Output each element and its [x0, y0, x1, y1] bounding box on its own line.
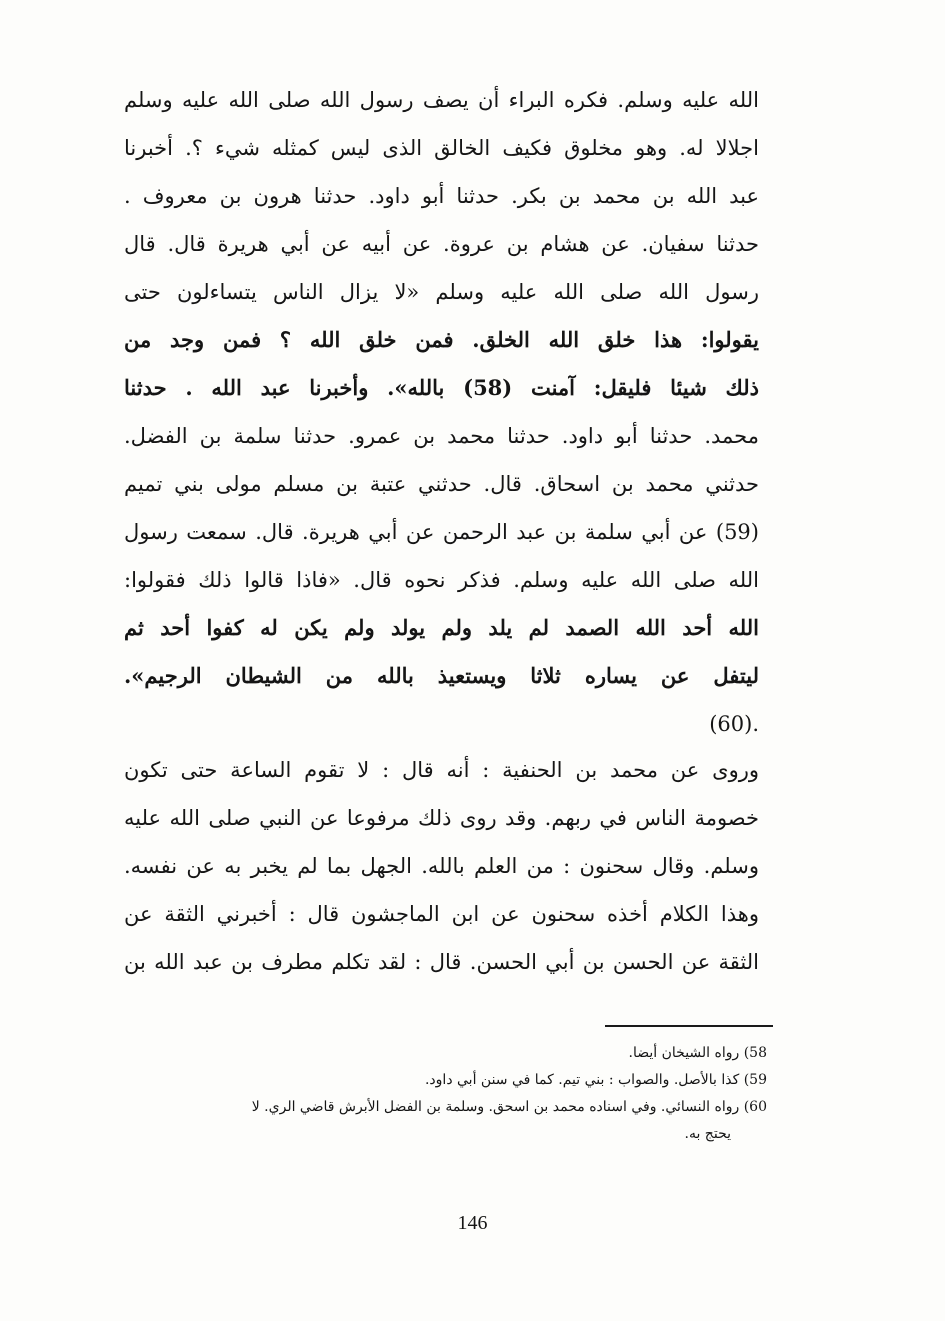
- hadith-line: الله أحد الله الصمد لم يلد ولم يولد ولم يكن له كفوا أحد ثم: [124, 615, 759, 640]
- text-line: اجلالا له. وهو مخلوق فكيف الخالق الذى ليس كمثله شيء ؟. أخبرنا: [124, 136, 759, 160]
- text-line: حدثني محمد بن اسحاق. قال. حدثني عتبة بن مسلم مولى بني تميم: [124, 472, 759, 496]
- text-line: الثقة عن الحسن بن أبي الحسن. قال : لقد تكلم مطرف بن عبد الله بن: [124, 950, 759, 974]
- text-line: خصومة الناس في ربهم. وقد روى ذلك مرفوعا عن النبي صلى الله عليه: [124, 806, 759, 830]
- text-line: وهذا الكلام أخذه سحنون عن ابن الماجشون قال : أخبرني الثقة عن: [124, 902, 759, 926]
- text-line: .(60): [709, 712, 759, 736]
- footnote-divider: [605, 1025, 773, 1027]
- hadith-line: ليتفل عن يساره ثلاثا ويستعيذ بالله من الشيطان الرجيم».: [124, 663, 759, 688]
- text-line: وسلم. وقال سحنون : من العلم بالله. الجهل بما لم يخبر به عن نفسه.: [124, 854, 759, 878]
- page-number: 146: [457, 1212, 488, 1234]
- text-line: محمد. حدثنا أبو داود. حدثنا محمد بن عمرو. حدثنا سلمة بن الفضل.: [124, 424, 759, 448]
- second-paragraph: [124, 746, 759, 986]
- text-line: حدثنا سفيان. عن هشام بن عروة. عن أبيه عن أبي هريرة قال. قال: [124, 232, 759, 256]
- text-line: وروى عن محمد بن الحنفية : أنه قال : لا تقوم الساعة حتى تكون: [124, 758, 759, 782]
- text-line: (59) عن أبي سلمة بن عبد الرحمن عن أبي هريرة. قال. سمعت رسول: [124, 520, 759, 544]
- text-line: رسول الله صلى الله عليه وسلم «لا يزال الناس يتساءلون حتى: [124, 280, 759, 304]
- main-paragraph: [124, 76, 759, 748]
- hadith-line: يقولوا: هذا خلق الله الخلق. فمن خلق الله ؟ فمن وجد من: [124, 327, 759, 352]
- footnotes: [167, 1040, 767, 1148]
- footnote-58: 58) رواه الشيخان أيضا.: [628, 1045, 767, 1061]
- footnote-59: 59) كذا بالأصل. والصواب : بني تيم. كما في سنن أبي داود.: [424, 1072, 767, 1088]
- footnote-60: 60) رواه النسائي. وفي اسناده محمد بن اسحق. وسلمة بن الفضل الأبرش قاضي الري. لا: [251, 1099, 767, 1115]
- text-line: الله صلى الله عليه وسلم. فذكر نحوه قال. «فاذا قالوا ذلك فقولوا:: [124, 568, 759, 592]
- text-line: الله عليه وسلم. فكره البراء أن يصف رسول الله صلى الله عليه وسلم: [124, 88, 759, 112]
- hadith-line: ذلك شيئا فليقل: آمنت (58) بالله». وأخبرنا عبد الله . حدثنا: [124, 375, 759, 400]
- text-line: عبد الله بن محمد بن بكر. حدثنا أبو داود. حدثنا هرون بن معروف .: [124, 184, 759, 208]
- footnote-60-continuation: يحتج به.: [684, 1126, 731, 1142]
